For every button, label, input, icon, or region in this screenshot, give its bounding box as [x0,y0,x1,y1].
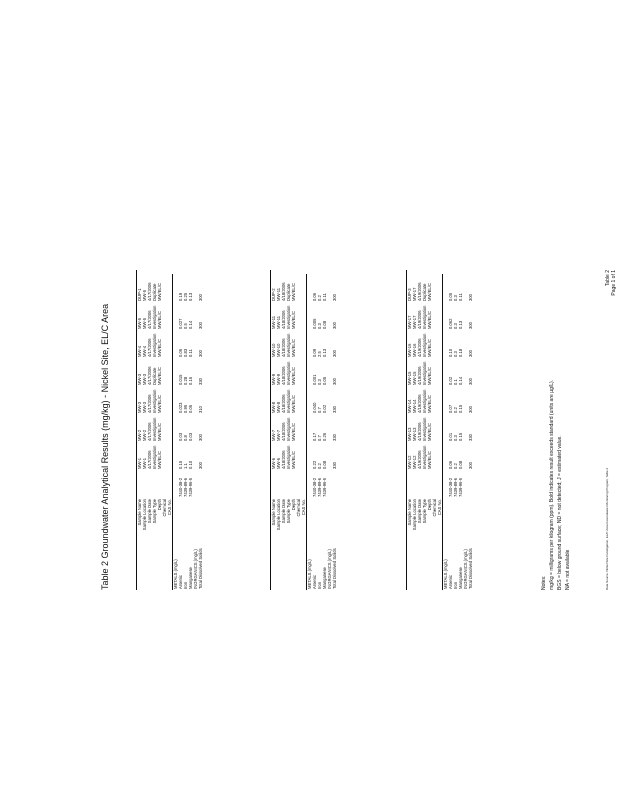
table-cell: 0.14 [458,376,463,385]
column-header: DUP-3 MW-17 4/19/2006 Duplicate MW/EL/C [407,282,432,301]
column-header: MW-7 MW-7 4/18/2006 Investigation MW/EL/C [271,417,296,441]
footnotes [540,380,572,590]
table-cell: 0.2 [317,295,322,301]
table-cell: 1.1 [183,463,188,469]
table-cell: 0.03 [178,432,183,441]
table-cell: 330 [332,406,337,413]
column-header: MW-11 MW-11 4/18/2006 Investigation MW/EL/C [271,305,296,329]
table-cell: 300 [468,350,473,357]
table-cell: 0.08 [322,320,327,329]
table-cell: 0.3 [453,295,458,301]
row-label: INORGANICS (mg/L) [193,549,198,589]
page-number: Page 1 of 1 [611,270,617,296]
cas-header [137,470,172,498]
table-cell: 2.5 [317,351,322,357]
table-cell: 0.26 [322,432,327,441]
column-header: MW-4 MW-4 4/17/2006 Investigation MW/EL/C [137,333,162,357]
column-header: MW-14 MW-14 4/19/2006 Investigation MW/EL/C [407,389,432,413]
table-cell: 0.06 [188,404,193,413]
table-cell: 330 [332,462,337,469]
source-footer: Data Source: Nickel Site Investigation, EL/C Area Groundwater Monitoring Program, Table 2 [605,467,609,590]
table-cell: 300 [468,462,473,469]
row-label: Iron [453,581,458,589]
column-header: MW-12 MW-12 4/19/2006 Investigation MW/EL/C [407,445,432,469]
table-cell: 0.03 [188,432,193,441]
table-cell: 0.13 [458,320,463,329]
table-cell: 0.11 [322,293,327,301]
cas-number: 7439-96-5 [322,477,327,497]
cas-number [332,470,337,498]
cas-number [468,470,473,498]
footnote-line: NA = not available [565,549,571,590]
cas-number [198,470,203,498]
cas-number: 7440-38-2 [448,477,453,497]
column-header: MW-15 MW-15 4/19/2006 Investigation MW/EL/C [407,361,432,385]
data-panel-1 [136,270,253,590]
header-labels: Sample Name Sample Location Sample Date Sample Type Depth Chemical CAS No. [137,499,172,531]
table-cell: 0.10 [448,348,453,357]
table-cell: 300 [468,294,473,301]
table-cell: 0.06 [178,348,183,357]
table-cell: 0.001 [312,374,317,385]
row-label: Arsenic [448,575,453,589]
table-cell: 0.1 [453,379,458,385]
column-header: MW-3 MW-3 4/17/2006 Investigation MW/EL/C [137,389,162,413]
column-header: MW-17 MW-17 4/19/2006 Investigation MW/EL/C [407,305,432,329]
footnote-line: mg/kg = milligrams per kilogram (ppm). Bold indicates result exceeds standard (units are µg/L). [549,379,555,590]
table-cell: 0.3 [317,379,322,385]
row-label: Iron [317,581,322,589]
table-cell: 0.11 [188,349,193,357]
table-cell: 0.023 [178,402,183,413]
row-label: Total Dissolved Solids [198,548,203,589]
table-cell: 0.11 [458,293,463,301]
row-label: Manganese [458,567,463,589]
table-cell: 0.040 [312,402,317,413]
row-label: Arsenic [178,575,183,589]
table-cell: 300 [198,434,203,441]
row-label: Arsenic [312,575,317,589]
table-cell: 0.015 [178,374,183,385]
footnote-line: BGS = below ground surface; ND = not detected; J = estimated value. [557,435,563,590]
table-cell: 0.15 [178,460,183,469]
row-label: Total Dissolved Solids [468,548,473,589]
column-header: DUP-1 MW-5 4/17/2006 Duplicate MW/EL/C [137,282,162,301]
table-cell: 330 [198,378,203,385]
row-label: Total Dissolved Solids [332,548,337,589]
table-cell: 300 [332,350,337,357]
rotated-document [100,270,617,590]
table-cell: 0.14 [188,320,193,329]
table-cell: 0.2 [453,407,458,413]
table-cell: 0.3 [317,323,322,329]
table-cell: 0.15 [458,432,463,441]
row-label: INORGANICS (mg/L) [463,549,468,589]
table-cell: 0.13 [188,292,193,301]
table-cell: 0.3 [453,435,458,441]
table-cell: 0.28 [183,376,188,385]
table-cell: 300 [468,406,473,413]
table-cell: 0.062 [448,318,453,329]
table-cell: 0.2 [453,463,458,469]
table-cell: 0.7 [317,435,322,441]
table-label: Table 2 [605,270,611,287]
column-header: MW-1 MW-1 4/17/2006 Investigation MW/EL/C [137,445,162,469]
table-cell: 0.13 [322,348,327,357]
cas-number: 7440-38-2 [312,477,317,497]
data-panel-2 [270,270,399,590]
table-grid [271,270,337,590]
row-label: METALS (mg/L) [173,559,178,589]
table-cell: 300 [198,294,203,301]
cas-number: 7439-89-6 [183,477,188,497]
table-cell: 300 [468,322,473,329]
table-title: Table 2 Groundwater Analytical Results (mg/kg) - Nickel Site, EL/C Area [100,303,110,590]
data-panel-3 [406,270,527,590]
table-cell: 0.02 [448,376,453,385]
table-cell: 300 [468,378,473,385]
table-grid [137,270,203,590]
table-cell: 0.2 [317,463,322,469]
table-cell: 0.06 [312,292,317,301]
cas-number: 7439-89-6 [317,477,322,497]
column-header: MW-6 MW-6 4/18/2006 Investigation MW/EL/C [271,445,296,469]
cas-header [407,470,442,498]
table-cell: 0.08 [458,460,463,469]
table-cell: 0.19 [178,292,183,301]
table-cell: 0.027 [178,318,183,329]
table-cell: 300 [198,350,203,357]
column-header: DUP-2 MW-11 4/18/2006 Duplicate MW/EL/C [271,282,296,301]
row-label: Iron [183,581,188,589]
column-header: MW-5 MW-5 4/17/2006 Investigation MW/EL/C [137,305,162,329]
table-cell: 0.07 [448,404,453,413]
table-cell: 330 [332,434,337,441]
table-cell: 0.02 [322,404,327,413]
column-header: MW-8 MW-8 4/18/2006 Investigation MW/EL/C [271,389,296,413]
column-header: MW-13 MW-13 4/19/2006 Investigation MW/EL/C [407,417,432,441]
table-cell: 0.3 [453,351,458,357]
cas-number: 7439-96-5 [458,477,463,497]
table-cell: 300 [332,294,337,301]
table-cell: 0.005 [312,318,317,329]
column-header: MW-2 MW-2 4/17/2006 Investigation MW/EL/C [137,417,162,441]
table-cell: 0.5 [183,323,188,329]
table-cell: 0.05 [322,376,327,385]
table-cell: 0.10 [188,460,193,469]
table-cell: 300 [198,322,203,329]
column-header: MW-3 MW-3 4/17/2006 Duplicate MW/EL/C [137,366,162,385]
table-grid [407,270,473,590]
table-cell: 0.08 [322,460,327,469]
row-label: INORGANICS (mg/L) [327,549,332,589]
table-cell: 0.17 [312,432,317,441]
table-cell: 300 [332,378,337,385]
row-label: Manganese [188,567,193,589]
row-label: METALS (mg/L) [307,559,312,589]
table-cell: 0.18 [458,348,463,357]
page-label [605,270,617,296]
table-cell: 0.22 [312,460,317,469]
cas-number: 7439-96-5 [188,477,193,497]
cas-number: 7439-89-6 [453,477,458,497]
table-cell: 0.01 [448,432,453,441]
table-cell: 0.09 [312,348,317,357]
table-cell: 0.06 [448,460,453,469]
header-labels: Sample Name Sample Location Sample Date Sample Type Depth Chemical CAS No. [271,499,306,531]
row-label: METALS (mg/L) [443,559,448,589]
row-label: Manganese [322,567,327,589]
table-cell: 330 [468,434,473,441]
footnote-line: Notes: [541,575,547,590]
table-cell: 0.05 [448,292,453,301]
column-header: MW-16 MW-16 4/19/2006 Investigation MW/EL/C [407,333,432,357]
table-cell: 0.7 [317,407,322,413]
column-header: MW-10 MW-10 4/18/2006 Investigation MW/EL/C [271,333,296,357]
table-cell: 300 [332,322,337,329]
table-cell: 0.15 [458,404,463,413]
table-cell: 0.25 [183,292,188,301]
table-cell: 0.8 [183,435,188,441]
table-cell: 0.3 [453,323,458,329]
table-cell: 0.83 [183,348,188,357]
cas-header [271,470,306,498]
column-header: MW-9 MW-9 4/18/2006 Investigation MW/EL/C [271,361,296,385]
table-cell: 310 [198,406,203,413]
table-cell: 0.95 [183,404,188,413]
table-cell: 300 [198,462,203,469]
table-cell: 0.16 [188,376,193,385]
header-labels: Sample Name Sample Location Sample Date Sample Type Depth Chemical CAS No. [407,499,442,531]
cas-number: 7440-38-2 [178,477,183,497]
